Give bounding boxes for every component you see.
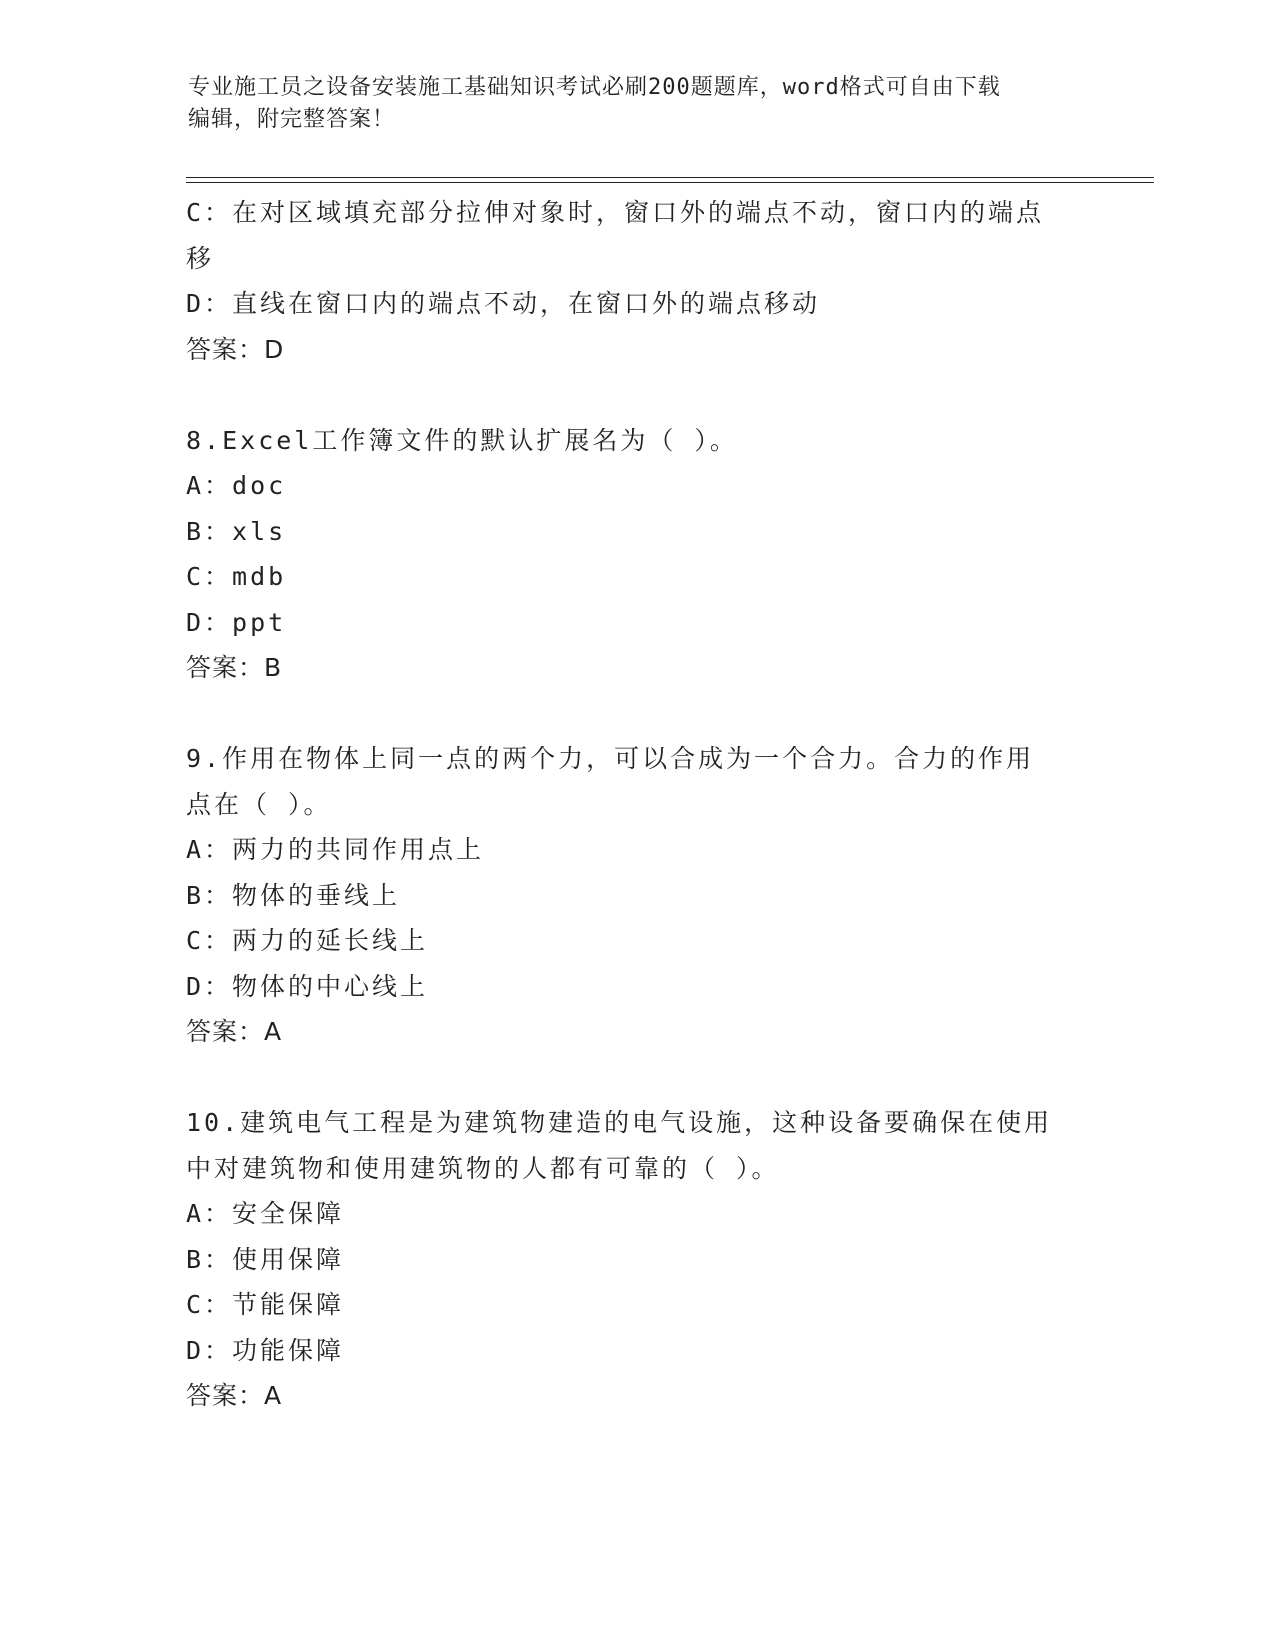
option-c: C：在对区域填充部分拉伸对象时，窗口外的端点不动，窗口内的端点	[186, 198, 1045, 227]
option-d: D：直线在窗口内的端点不动，在窗口外的端点移动	[186, 289, 821, 318]
header-line-2: 编辑，附完整答案！	[188, 107, 396, 132]
question-8	[186, 418, 1086, 691]
question-text-continued: 中对建筑物和使用建筑物的人都有可靠的（ ）。	[186, 1153, 780, 1183]
option-d: D：物体的中心线上	[186, 971, 429, 1001]
question-text: 9.作用在物体上同一点的两个力，可以合成为一个合力。合力的作用	[186, 744, 1035, 773]
option-b: B：xls	[186, 516, 287, 546]
option-b: B：使用保障	[186, 1244, 345, 1274]
answer: 答案：B	[186, 653, 283, 682]
question-text: 10.建筑电气工程是为建筑物建造的电气设施，这种设备要确保在使用	[186, 1108, 1053, 1137]
question-10	[186, 1100, 1086, 1419]
option-c-continued: 移	[186, 243, 215, 273]
question-7-tail	[186, 190, 1086, 372]
option-d: D：功能保障	[186, 1335, 345, 1365]
answer: 答案：D	[186, 334, 285, 364]
option-c: C：两力的延长线上	[186, 926, 429, 955]
answer: 答案：A	[186, 1381, 283, 1410]
document-header	[188, 72, 1068, 136]
question-9	[186, 736, 1086, 1055]
option-a: A：安全保障	[186, 1199, 345, 1228]
answer: 答案：A	[186, 1017, 283, 1046]
header-divider-top	[186, 177, 1154, 178]
option-c: C：节能保障	[186, 1290, 345, 1319]
option-a: A：两力的共同作用点上	[186, 835, 485, 864]
question-text-continued: 点在（ ）。	[186, 789, 332, 819]
question-text: 8.Excel工作簿文件的默认扩展名为（ ）。	[186, 425, 738, 455]
document-body	[186, 190, 1086, 1419]
option-c: C：mdb	[186, 562, 287, 591]
option-a: A：doc	[186, 471, 287, 500]
header-line-1: 专业施工员之设备安装施工基础知识考试必刷200题题库，word格式可自由下载	[188, 75, 1001, 100]
header-divider-bottom	[186, 182, 1154, 183]
option-b: B：物体的垂线上	[186, 880, 401, 910]
option-d: D：ppt	[186, 607, 287, 637]
